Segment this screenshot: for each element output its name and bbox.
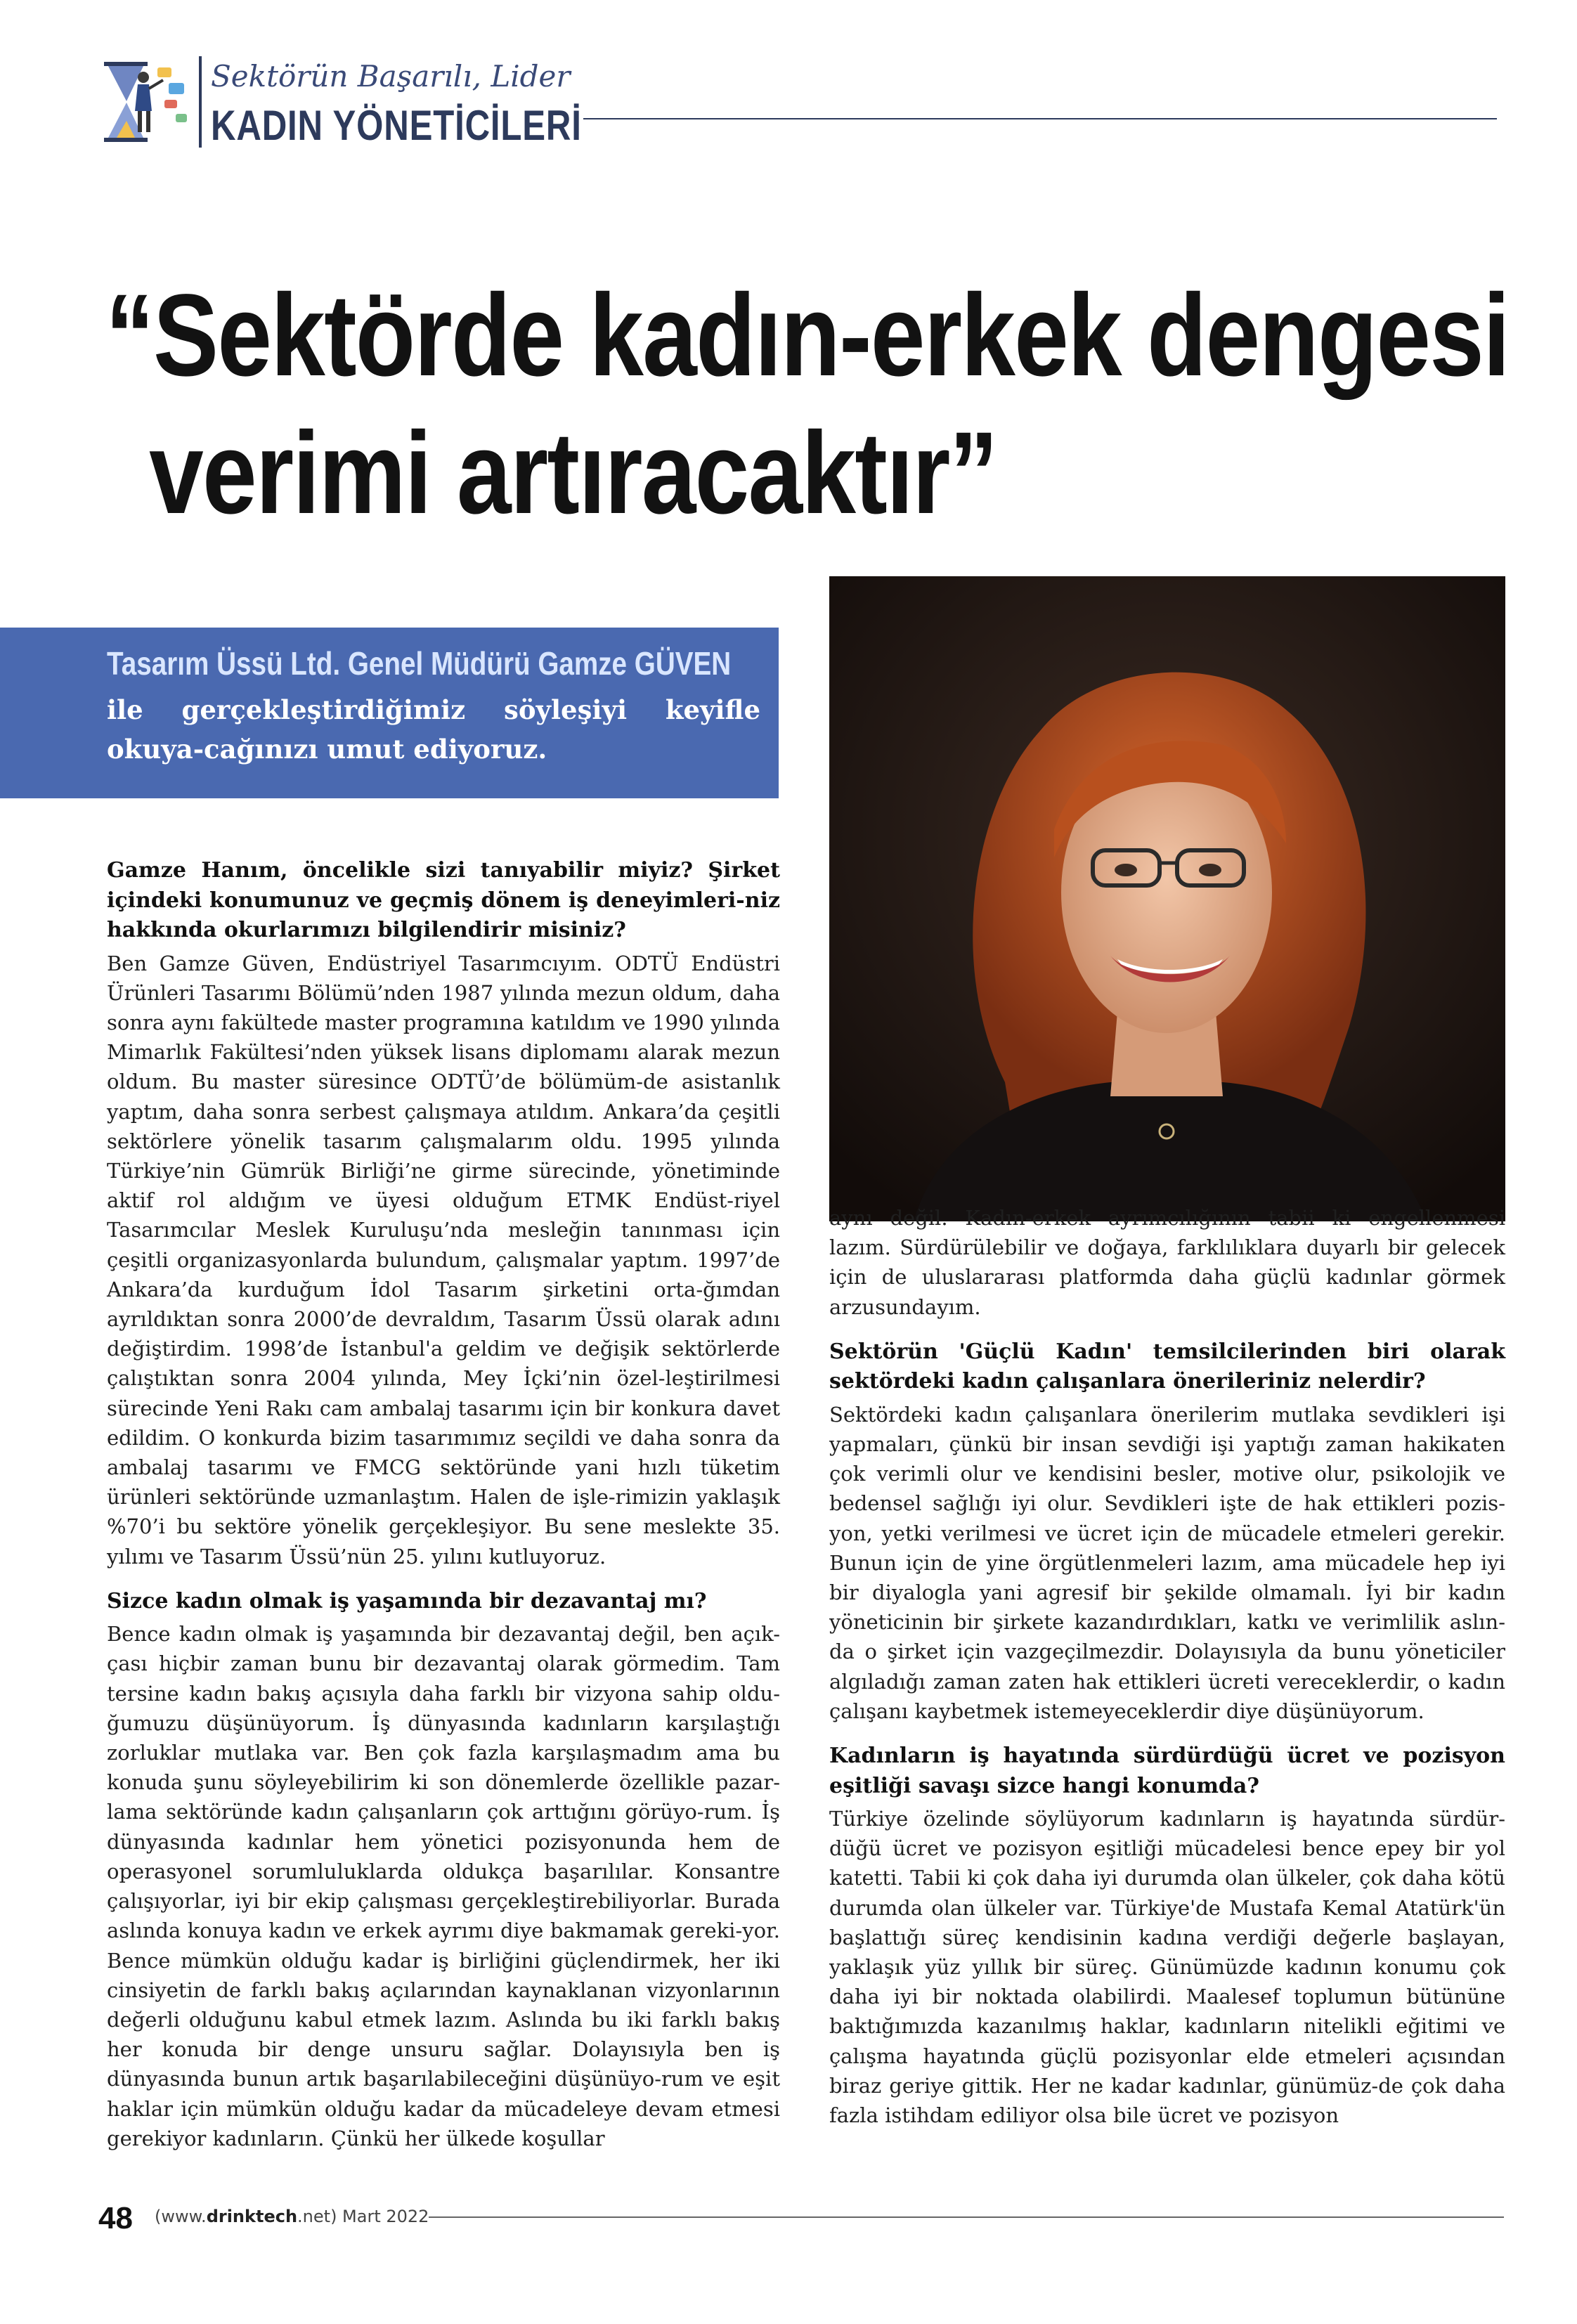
portrait-photo [829, 576, 1505, 1221]
article-column-right [829, 1203, 1505, 2130]
footer-site-close: .net) Mart 2022 [297, 2207, 429, 2226]
header-divider [199, 56, 202, 148]
footer-site [155, 2207, 429, 2226]
section-tagline: Sektörün Başarılı, Lider [211, 59, 571, 93]
headline-line-2: verimi artıracaktır” [149, 408, 997, 538]
footer-site-name[interactable]: drinktech [206, 2207, 298, 2226]
magazine-section-logo [98, 56, 204, 148]
article-column-left [107, 856, 780, 2153]
question-4: Kadınların iş hayatında sürdürdüğü ücret ve pozisyon eşitliği savaşı sizce hangi konumda? [829, 1744, 1505, 1798]
intro-interviewee: Tasarım Üssü Ltd. Genel Müdürü Gamze GÜVEN [107, 645, 732, 682]
portrait-image [829, 576, 1505, 1221]
answer-3: Sektördeki kadın çalışanlara önerilerim mutlaka sevdikleri işi yapmaları, çünkü bir insan sevdiği işi yaptığı zaman hakikaten çok verimli olur ve kendisini besler, motive olur, psikolojik ve bedensel sağlığı iyi olur. Sevdikleri işte de hak ettikleri pozis-yon, yetki verilmesi ve ücret için de mücadele etmeleri gerekir. Bunun için de yine örgütlenmeleri lazım, ama mücadele hep iyi bir diyalogla yani agresif bir şekilde olmamalı. İyi bir kadın yöneticinin bir şirkete kazandırdıkları, katkı ve verimlilik aslın-da o şirket için vazgeçilmezdir. Dolayısıyla da bunu yöneticiler algıladığı zaman zaten hak ettikleri ücreti vereceklerdir, o kadın çalışanı kaybetmek istemeyeceklerdir diye düşünüyorum. [829, 1402, 1505, 1723]
answer-1: Ben Gamze Güven, Endüstriyel Tasarımcıyım. ODTÜ Endüstri Ürünleri Tasarımı Bölümü’nden 1987 yılında mezun oldum, daha sonra aynı fakültede master programına katıldım ve 1990 yılında Mimarlık Fakültesi’nden yüksek lisans diplomamı alarak mezun oldum. Bu master süresince ODTÜ’de bölümüm-de asistanlık yaptım, daha sonra serbest çalışmaya atıldım. Ankara’da çeşitli sektörlere yönelik tasarım çalışmalarım oldu. 1995 yılında Türkiye’nin Gümrük Birliği’ne girme sürecinde, yönetiminde aktif rol aldığım ve üyesi olduğum ETMK Endüst-riyel Tasarımcılar Meslek Kuruluşu’nda mesleğin tanınması için çeşitli organizasyonlarda bulundum, çalışmalar yaptım. 1997’de Ankara’da kurduğum İdol Tasarım şirketini orta-ğımdan ayrıldıktan sonra 2000’de devraldım, Tasarım Üssü olarak adını değiştirdim. 1998’de İstanbul'a geldim ve değişik sektörlerde çalıştıktan sonra 2004 yılında, Mey İçki’nin özel-leştirilmesi sürecinde Yeni Rakı cam ambalaj tasarımı için bir konkura davet edildim. O konkurda bizim tasarımımız seçildi ve daha sonra da ambalaj tasarımı ve FMCG sektöründe yani hızlı tüketim ürünleri sektöründe uzmanlaştım. Halen de işle-rimizin yaklaşık %70’i bu sektöre yönelik gerçekleşiyor. Bu sene meslekte 35. yılımı ve Tasarım Üssü’nün 25. yılını kutluyoruz. [107, 951, 780, 1569]
intro-text: ile gerçekleştirdiğimiz söyleşiyi keyifle okuya-cağınızı umut ediyoruz. [107, 694, 760, 765]
header-rule [583, 118, 1497, 119]
answer-2-continued: aynı değil. Kadın-erkek ayrımcılığının tabii ki engellenmesi lazım. Sürdürülebilir ve doğaya, farklılıklara duyarlı bir gelecek için de uluslararası platformda daha güçlü kadınlar görmek arzusundayım. [829, 1206, 1505, 1319]
answer-2: Bence kadın olmak iş yaşamında bir dezavantaj değil, ben açık-çası hiçbir zaman bunu bir dezavantaj olarak görmedim. Tam tersine kadın bakış açısıyla daha farklı bir vizyona sahip oldu-ğumuzu düşünüyorum. İş dünyasında kadınların karşılaştığı zorluklar mutlaka var. Ben çok fazla karşılaşmadım ama bu konuda şunu söyleyebilirim ki son dönemlerde özellikle pazar-lama sektöründe kadın çalışanların çok arttığını görüyo-rum. İş dünyasında kadınlar hem yönetici pozisyonunda hem de operasyonel sorumluluklarda oldukça başarılılar. Konsantre çalışıyorlar, iyi bir ekip çalışması gerçekleştirebiliyorlar. Burada aslında konuya kadın ve erkek ayrımı diye bakmamak gereki-yor. Bence mümkün olduğu kadar iş birliğini güçlendirmek, her iki cinsiyetin de farklı bakış açılarından kaynaklanan vizyonlarının değerli olduğunu kabul etmek lazım. Aslında bu iki farklı bakış her konuda bir denge unsuru sağlar. Dolayısıyla ben iş dünyasında bunun artık başarılabileceğini düşünüyo-rum ve eşit haklar için mümkün olduğu kadar da mücadeleye devam etmesi gerekiyor kadınların. Çünkü her ülkede koşullar [107, 1622, 780, 2150]
question-2: Sizce kadın olmak iş yaşamında bir dezavantaj mı? [107, 1588, 707, 1614]
headline-line-1: “Sektörde kadın-erkek dengesi [105, 271, 1510, 401]
article-headline [105, 267, 1511, 543]
answer-4: Türkiye özelinde söylüyorum kadınların iş hayatında sürdür-düğü ücret ve pozisyon eşitliği mücadelesi bence epey bir yol katetti. Tabii ki çok daha iyi durumda olan ülkeler, çok daha kötü durumda olan ülkeler var. Türkiye'de Mustafa Kemal Atatürk'ün başlattığı süreç kendisinin kadına verdiği değerle başlayan, yaklaşık yüz yıllık bir süreç. Günümüzde kadının konumu çok daha iyi bir noktada olabilirdi. Maalesef toplumun bütününe baktığımızda kazanılmış haklar, kadınların nitelikli eğitimi ve çalışma hayatında güçlü pozisyonlar elde etmeleri açısından biraz geriye gittik. Her ne kadar kadınlar, günümüz-de çok daha fazla istihdam ediliyor olsa bile ücret ve pozisyon [829, 1807, 1505, 2128]
footer-site-open: (www. [155, 2207, 207, 2226]
section-title: KADIN YÖNETİCİLERİ [211, 102, 582, 149]
hourglass-woman-icon [98, 56, 204, 148]
question-3: Sektörün 'Güçlü Kadın' temsilcilerinden biri olarak sektördeki kadın çalışanlara önerileriniz nelerdir? [829, 1339, 1505, 1394]
question-1: Gamze Hanım, öncelikle sizi tanıyabilir miyiz? Şirket içindeki konumunuz ve geçmiş dönem iş deneyimleri-niz hakkında okurlarımızı bilgilendirir misiniz? [107, 858, 780, 942]
page-number: 48 [98, 2201, 133, 2235]
footer-rule [429, 2216, 1504, 2218]
